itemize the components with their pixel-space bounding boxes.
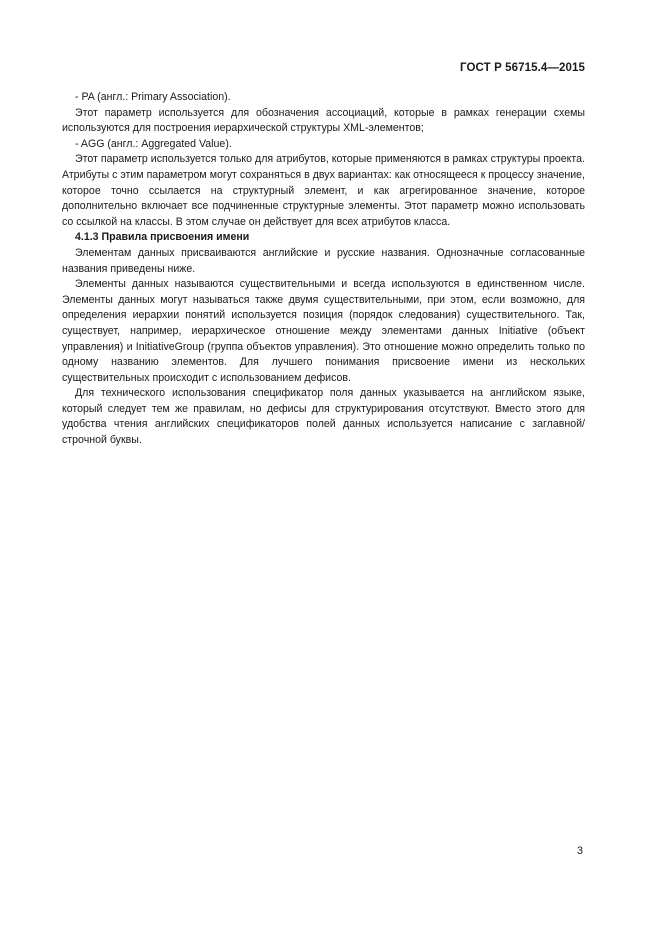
document-header [460,62,585,74]
paragraph-technical-use: Для технического использования спецификатор поля данных указывается на английском языке, который следует тем же правилам, но дефисы для структурирования отсутствуют. Вместо этого для удобства чтения английских спецификаторов полей данных используется написание с заглавной/строчной буквы. [62,387,585,447]
bullet-pa: - PA (англ.: Primary Association). [75,91,231,103]
page-number: 3 [576,845,583,857]
document-body [62,90,585,449]
paragraph-names-intro: Элементам данных присваиваются английские и русские названия. Однозначные согласованные названия приведены ниже. [62,246,585,275]
paragraph-agg-description: Этот параметр используется только для атрибутов, которые применяются в рамках структуры проекта. Атрибуты с этим параметром могут сохраняться в двух вариантах: как относящееся к процессу значение, которое точно ссылается на структурный элемент, и как агрегированное значение, которое дополнительно включает все подчиненные структурные элементы. Этот параметр можно использовать со ссылкой на классы. В этом случае он действует для всех атрибутов класса. [62,153,585,228]
paragraph-naming-rules: Элементы данных называются существительными и всегда используются в единственном числе. Элементы данных могут называться также двумя существительными, при этом, если возможно, для определения иерархии понятий используется позиция (порядок следования) существительного. Так, существует, например, иерархическое отношение между элементами данных Initiative (объект управления) и InitiativeGroup (группа объектов управления). Это отношение можно определить только по одному названию элементов. Для лучшего понимания присвоение имени из нескольких существительных происходит с использованием дефисов. [62,278,585,384]
bullet-agg: - AGG (англ.: Aggregated Value). [75,137,232,150]
paragraph-pa-description: Этот параметр используется для обозначения ассоциаций, которые в рамках генерации схемы используются для построения иерархической структуры XML-элементов; [62,106,585,135]
section-heading: 4.1.3 Правила присвоения имени [75,231,250,244]
standard-id: ГОСТ Р 56715.4—2015 [460,62,585,74]
